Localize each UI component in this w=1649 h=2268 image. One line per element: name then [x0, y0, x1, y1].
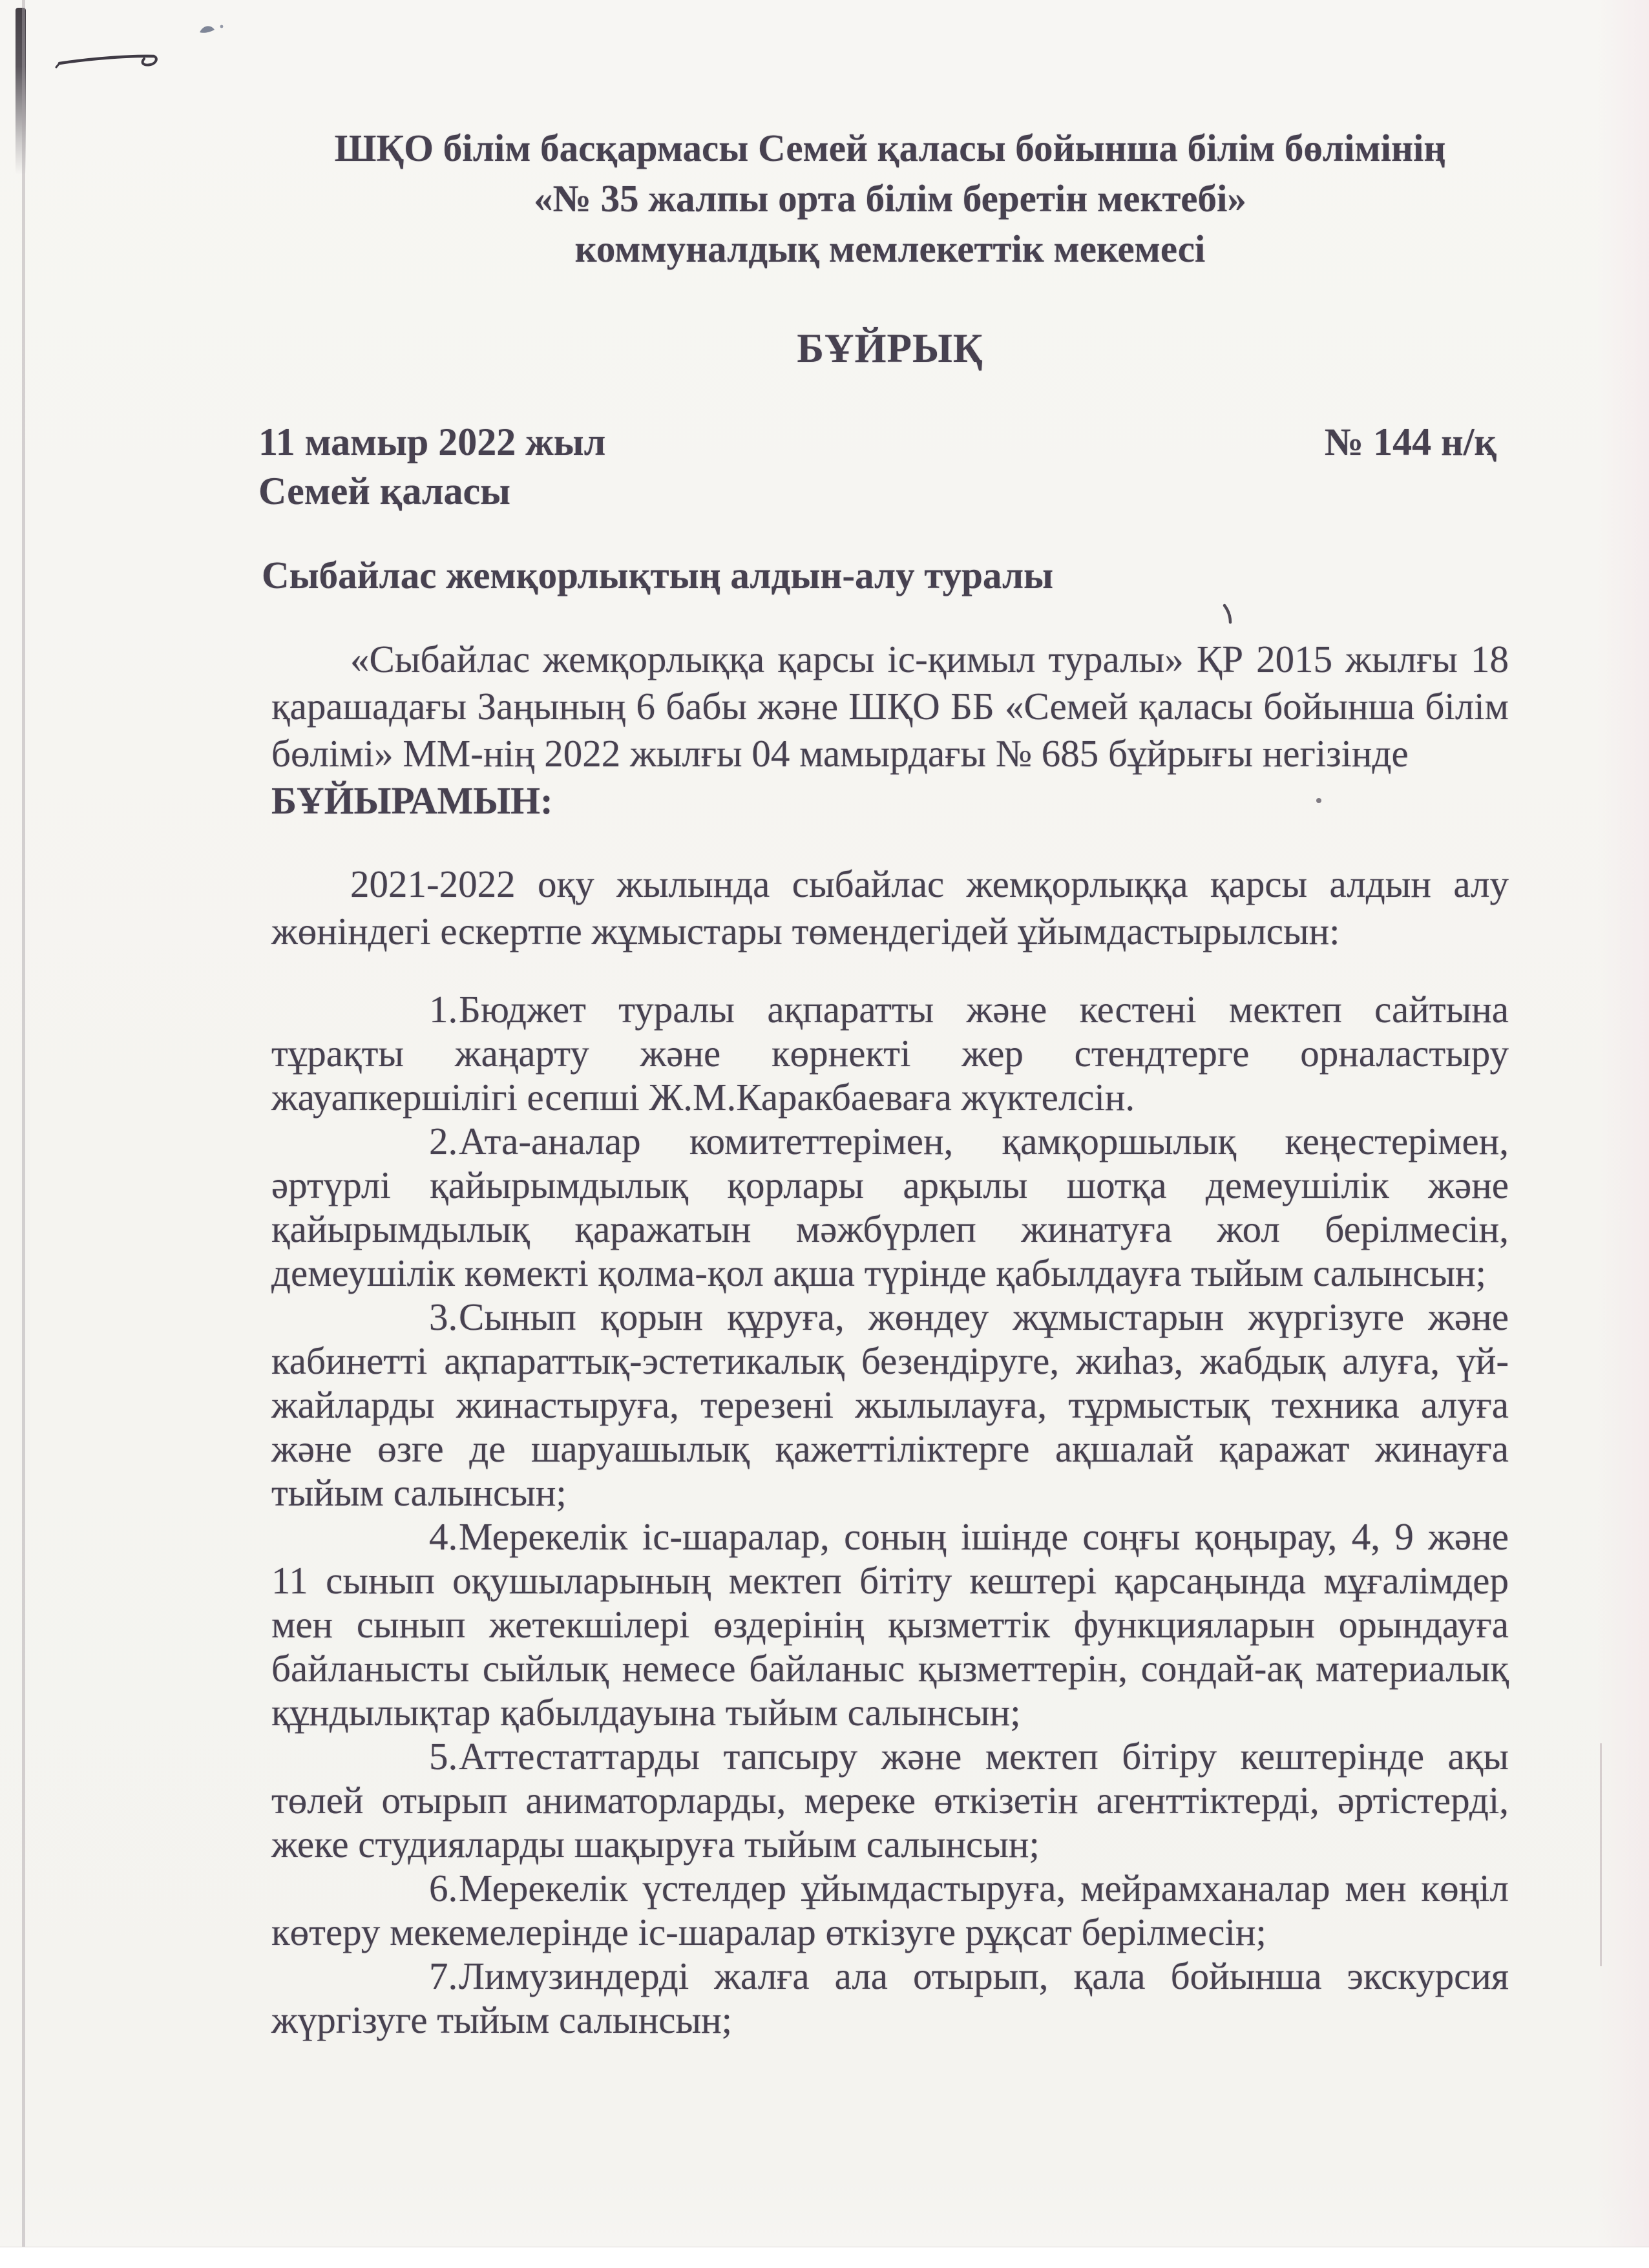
preamble-paragraph: «Сыбайлас жемқорлыққа қарсы іс-қимыл туралы» ҚР 2015 жылғы 18 қарашадағы Заңының 6 бабы және ШҚО ББ «Семей қаласы бойынша білім бөлімі» ММ-нің 2022 жылғы 04 мамырдағы № 685 бұйрығы негізінде — [271, 638, 1509, 775]
order-items-list — [271, 987, 1509, 2042]
order-item-text: Мерекелік іс-шаралар, соның ішінде соңғы қоңырау, 4, 9 және 11 сынып оқушыларының мектеп бітіту кештері қарсаңында мұғалімдер мен сынып жетекшілері өздерінің қызметтік функцияларын орындауға байланысты сыйлық немесе байланыс қызметтерін, сондай-ақ материалық құндылықтар қабылдауына тыйым салынсын; — [271, 1515, 1509, 1734]
ink-dot-mark — [1314, 796, 1323, 805]
organization-line: коммуналдық мемлекеттік мекемесі — [574, 227, 1206, 270]
order-item — [271, 987, 1509, 1119]
document-subject: Сыбайлас жемқорлықтың алдын-алу туралы — [262, 554, 1054, 596]
pen-tick-mark — [1221, 604, 1238, 625]
order-item — [271, 1866, 1509, 1954]
order-item-number: 1. — [429, 988, 458, 1031]
order-item — [271, 1734, 1509, 1866]
order-item-number: 6. — [429, 1867, 458, 1909]
order-item — [271, 1515, 1509, 1734]
scan-bottom-edge — [0, 2247, 1649, 2268]
page-fold-line — [22, 0, 25, 2247]
order-item — [271, 1119, 1509, 1295]
document-number: № 144 н/қ — [1324, 421, 1497, 463]
order-item-number: 3. — [429, 1296, 458, 1338]
order-item-number: 4. — [429, 1515, 458, 1558]
order-word: БҰЙЫРАМЫН: — [271, 779, 553, 822]
scan-right-crease — [1600, 1743, 1602, 1966]
order-item-text: Сынып қорын құруға, жөндеу жұмыстарын жүргізуге және кабинетті ақпараттық-эстетикалық безендіруге, жиһаз, жабдық алуға, үй-жайларды жинастыруға, терезені жылылауға, тұрмыстық техника алуға және өзге де шаруашылық қажеттіліктерге ақшалай қаражат жинауға тыйым салынсын; — [271, 1296, 1509, 1514]
order-item-text: Ата-аналар комитеттерімен, қамқоршылық кеңестерімен, әртүрлі қайырымдылық қорлары арқылы шотқа демеушілік және қайырымдылық қаражатын мәжбүрлеп жинатуға жол берілмесін, демеушілік көмекті қолма-қол ақша түрінде қабылдауға тыйым салынсын; — [271, 1120, 1509, 1294]
order-item — [271, 1954, 1509, 2042]
ink-speck-mark — [197, 19, 229, 41]
organization-line: ШҚО білім басқармасы Семей қаласы бойынша білім бөлімінің — [334, 127, 1446, 169]
order-item-number: 2. — [429, 1120, 458, 1162]
pen-stroke-mark — [52, 40, 174, 79]
document-city: Семей қаласы — [258, 470, 510, 512]
scan-right-tint — [1597, 0, 1649, 2247]
organization-line: «№ 35 жалпы орта білім беретін мектебі» — [534, 177, 1246, 220]
order-item-text: Мерекелік үстелдер ұйымдастыруға, мейрамханалар мен көңіл көтеру мекемелерінде іс-шаралар өткізуге рұқсат берілмесін; — [271, 1867, 1509, 1953]
date-number-row — [258, 420, 1497, 465]
intro-paragraph: 2021-2022 оқу жылында сыбайлас жемқорлыққа қарсы алдын алу жөніндегі ескертпе жұмыстары төмендегідей ұйымдастырылсын: — [271, 863, 1509, 952]
order-item-text: Аттестаттарды тапсыру және мектеп бітіру кештерінде ақы төлей отырып аниматорларды, мереке өткізетін агенттіктерді, әртістерді, жеке студияларды шақыруға тыйым салынсын; — [271, 1735, 1509, 1865]
order-item-number: 5. — [429, 1735, 458, 1778]
order-item-text: Бюджет туралы ақпаратты және кестені мектеп сайтына тұрақты жаңарту және көрнекті жер стендтерге орналастыру жауапкершілігі есепші Ж.М.Каракбаеваға жүктелсін. — [271, 988, 1509, 1118]
order-item — [271, 1295, 1509, 1515]
organization-header — [271, 123, 1509, 274]
order-item-text: Лимузиндерді жалға ала отырып, қала бойынша экскурсия жүргізуге тыйым салынсын; — [271, 1955, 1509, 2041]
order-item-number: 7. — [429, 1955, 458, 1997]
document-date: 11 мамыр 2022 жыл — [258, 421, 606, 463]
document-title: БҰЙРЫҚ — [797, 326, 983, 371]
